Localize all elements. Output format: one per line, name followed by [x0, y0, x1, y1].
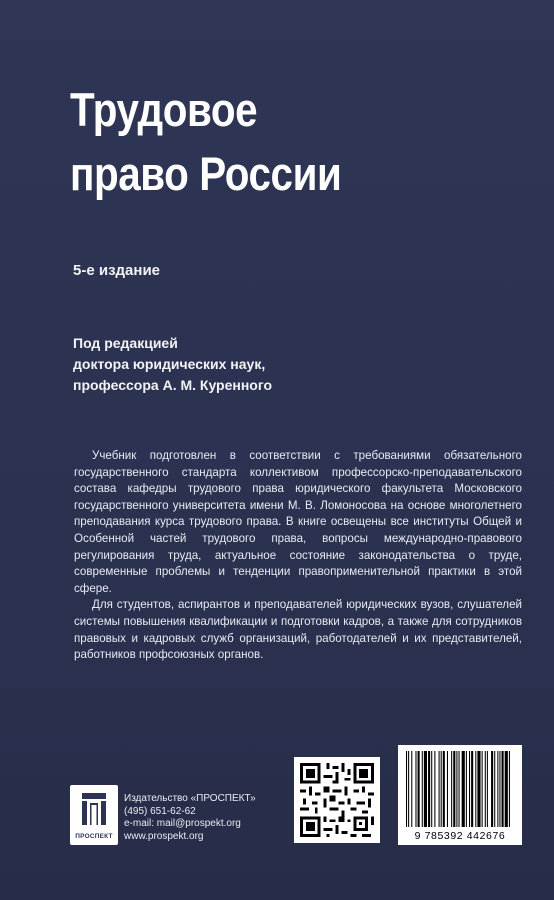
- description-paragraph-2: Для студентов, аспирантов и преподавателей юридических вузов, слушателей системы повышения квалификации и подготовки кадров, а также для сотрудников правовых и кадровых служб организаций, работодателей и их представителей, работников профсоюзных органов.: [74, 598, 522, 662]
- barcode-bar: [477, 751, 480, 827]
- barcode-bars: [398, 745, 522, 831]
- barcode-bar: [424, 751, 427, 827]
- barcode-bar: [428, 751, 430, 827]
- publisher-logo: [70, 785, 118, 845]
- editor-line-1: Под редакцией: [73, 335, 178, 351]
- publisher-logo-text: ПРОСПЕКТ: [75, 833, 113, 840]
- barcode-bar: [411, 751, 412, 827]
- barcode-bar: [459, 751, 460, 827]
- publisher-logo-icon: [80, 791, 108, 825]
- barcode-bar: [453, 751, 455, 827]
- book-description: [74, 448, 522, 664]
- isbn-barcode: [398, 745, 522, 845]
- barcode-bar: [499, 751, 500, 827]
- barcode-bar: [469, 751, 470, 827]
- barcode-bar: [482, 751, 483, 827]
- barcode-bar: [487, 751, 488, 827]
- barcode-bar: [456, 751, 457, 827]
- barcode-bar: [447, 751, 448, 827]
- book-title-line-1: Трудовое: [70, 83, 258, 136]
- barcode-bar: [408, 751, 409, 827]
- barcode-bar: [451, 751, 452, 827]
- description-paragraph-1: Учебник подготовлен в соответствии с требованиями обязательного государственного стандарта коллективом профессорско-преподавательского состава кафедры трудового права юридического факультета Московского государственного университета имени М. В. Ломоносова на основе многолетнего преподавания курса трудового права. В книге освещены все институты Общей и Особенной частей трудового права, вопросы международно-правового регулирования труда, актуальное состояние законодательства о труде, современные проблемы и тенденции правоприменительной практики в этой сфере.: [74, 449, 522, 595]
- barcode-bar: [406, 751, 407, 827]
- barcode-bar: [431, 751, 432, 827]
- publisher-email: e-mail: mail@prospekt.org: [124, 818, 241, 830]
- publisher-phone: (495) 651-62-62: [124, 805, 196, 817]
- edition-label: 5-е издание: [73, 262, 161, 279]
- barcode-bar: [434, 751, 435, 827]
- book-title: [70, 78, 431, 206]
- editor-block: [73, 333, 272, 396]
- barcode-bar: [497, 751, 498, 827]
- barcode-bar: [485, 751, 486, 827]
- qr-code: [294, 757, 380, 843]
- isbn-digits: 9 785392 442676: [414, 830, 506, 842]
- publisher-website: www.prospekt.org: [124, 830, 204, 842]
- publisher-info: [124, 793, 256, 843]
- barcode-bar: [471, 751, 473, 827]
- barcode-bar: [415, 751, 416, 827]
- barcode-bar: [502, 751, 504, 827]
- barcode-bar: [509, 751, 510, 827]
- barcode-bar: [418, 751, 420, 827]
- barcode-bar: [505, 751, 508, 827]
- barcode-bar: [422, 751, 423, 827]
- barcode-bar: [443, 751, 445, 827]
- qr-code-icon: [294, 757, 380, 843]
- book-title-line-2: право России: [70, 147, 342, 200]
- editor-line-3: профессора А. М. Куренного: [73, 377, 273, 393]
- barcode-bar: [491, 751, 493, 827]
- barcode-bar: [441, 751, 442, 827]
- barcode-bar: [494, 751, 495, 827]
- barcode-bar: [475, 751, 476, 827]
- barcode-bar: [462, 751, 465, 827]
- publisher-name: Издательство «ПРОСПЕКТ»: [124, 793, 256, 804]
- editor-line-2: доктора юридических наук,: [73, 356, 266, 372]
- barcode-bar: [439, 751, 440, 827]
- barcode-bar: [466, 751, 467, 827]
